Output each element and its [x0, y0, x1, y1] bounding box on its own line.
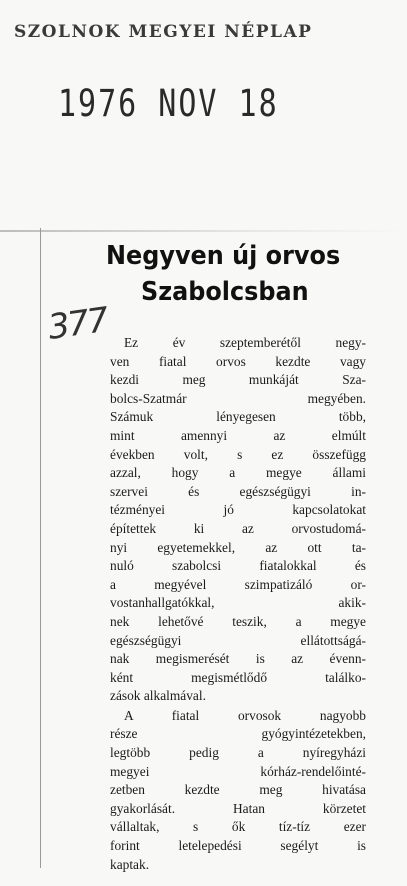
article-paragraph-2 [110, 707, 366, 874]
article-paragraph-1 [110, 334, 366, 706]
article-line: kaptak. [110, 856, 150, 872]
newspaper-masthead: SZOLNOK MEGYEI NÉPLAP [14, 22, 313, 42]
article-line: tézményei jó kapcsolatokat [110, 502, 366, 518]
article-line: ként megismétlődő találko- [110, 669, 366, 685]
article-headline [106, 238, 345, 310]
article-line: ven fiatal orvos kezdte vagy [110, 353, 366, 369]
article-line: Ez év szeptemberétől negy- [124, 335, 366, 350]
article-line: egészségügyi ellátottságá- [110, 632, 366, 648]
article-line: építettek ki az orvostudomá- [110, 520, 366, 536]
article-line: megyei kórház-rendelőinté- [110, 763, 366, 779]
date-stamp: 1976 NOV 18 [58, 82, 279, 126]
article-line: gyakorlását. Hatan körzetet [110, 800, 366, 816]
article-line: vállaltak, s ők tíz-tíz ezer [110, 819, 366, 835]
headline-line-1: Negyven új orvos [106, 241, 341, 271]
article-line: szervei és egészségügyi in- [110, 483, 366, 499]
article-line: nuló szabolcsi fiatalokkal és [110, 558, 366, 574]
article-line: kezdi meg munkáját Sza- [110, 372, 366, 388]
article-line: nek lehetővé teszik, a megye [110, 613, 366, 629]
article-line: nak megismerését is az évenn- [110, 651, 366, 667]
article-line: legtöbb pedig a nyíregyházi [110, 745, 366, 761]
article-line: években volt, s ez összefügg [110, 446, 366, 462]
article-line: a megyével szimpatizáló or- [110, 576, 366, 592]
article-line: A fiatal orvosok nagyobb [124, 707, 366, 723]
article-line: azzal, hogy a megye állami [110, 465, 366, 481]
article-line: bolcs-Szatmár megyében. [110, 390, 366, 406]
article-line: zetben kezdte meg hivatása [110, 782, 366, 798]
article-line: nyi egyetemekkel, az ott ta- [110, 539, 366, 555]
article-line: zások alkalmával. [110, 688, 206, 704]
article-line: forint letelepedési segélyt is [110, 838, 366, 854]
article-line: része gyógyintézetekben, [110, 726, 366, 742]
headline-line-2: Szabolcsban [140, 277, 309, 307]
article-body [110, 334, 366, 874]
article-line: mint amennyi az elmúlt [110, 427, 366, 443]
article-line: Számuk lényegesen több, [110, 409, 366, 425]
article-line: vostanhallgatókkal, akik- [110, 595, 366, 611]
handwritten-archive-number: 377 [45, 300, 110, 348]
